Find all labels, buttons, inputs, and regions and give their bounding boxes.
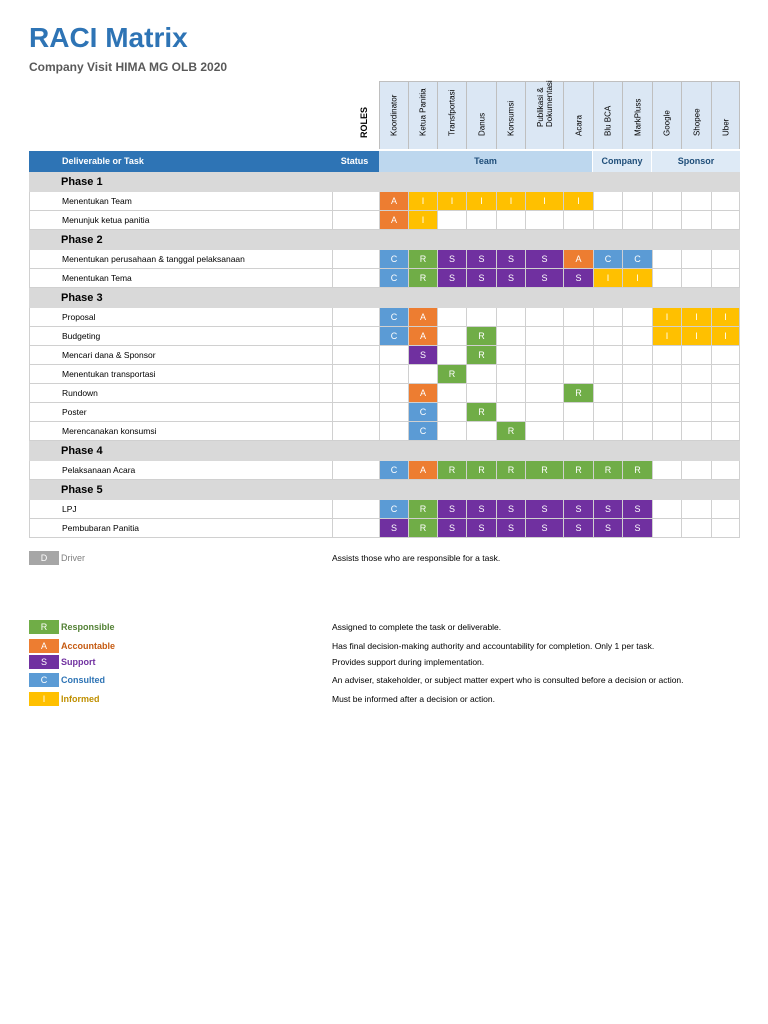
task-name: Merencanakan konsumsi (29, 422, 333, 440)
raci-cell (652, 365, 681, 383)
raci-cell (711, 519, 740, 537)
role-header (437, 81, 466, 149)
role-header (563, 81, 593, 149)
raci-cell: S (437, 500, 466, 518)
raci-cell: C (622, 250, 652, 268)
task-row (29, 422, 740, 441)
raci-cell (563, 346, 593, 364)
raci-cell (563, 422, 593, 440)
header-sponsor: Sponsor (652, 151, 740, 172)
raci-cell: A (408, 327, 437, 345)
header-task: Deliverable or Task (29, 151, 379, 172)
phase-header: Phase 2 (29, 230, 740, 250)
role-header (593, 81, 622, 149)
task-row (29, 500, 740, 519)
legend-badge: A (29, 639, 59, 653)
raci-cell (652, 422, 681, 440)
legend-item (29, 620, 749, 634)
raci-cell: S (496, 519, 525, 537)
raci-cell: S (408, 346, 437, 364)
raci-cell: S (525, 519, 563, 537)
raci-cell: R (437, 461, 466, 479)
role-header (681, 81, 711, 149)
role-header-label: Publikasi & Dokumentasi (535, 80, 554, 127)
raci-cell (681, 422, 711, 440)
legend-description: An adviser, stakeholder, or subject matter expert who is consulted before a decision or action. (332, 675, 684, 685)
raci-cell: I (622, 269, 652, 287)
task-name: LPJ (29, 500, 333, 518)
raci-cell: A (563, 250, 593, 268)
status-cell (332, 192, 379, 210)
raci-cell (681, 500, 711, 518)
raci-cell (525, 422, 563, 440)
raci-cell (408, 365, 437, 383)
task-row (29, 327, 740, 346)
raci-cell (593, 384, 622, 402)
raci-cell: C (379, 308, 408, 326)
task-name: Poster (29, 403, 333, 421)
task-row (29, 519, 740, 538)
raci-cell (681, 211, 711, 229)
raci-cell (593, 327, 622, 345)
raci-cell (681, 269, 711, 287)
task-row (29, 461, 740, 480)
legend-name: Accountable (61, 641, 116, 651)
raci-cell: R (593, 461, 622, 479)
legend-description: Must be informed after a decision or action. (332, 694, 495, 704)
raci-cell: S (593, 500, 622, 518)
raci-cell: A (379, 192, 408, 210)
legend-item (29, 655, 749, 669)
status-cell (332, 519, 379, 537)
raci-cell: I (593, 269, 622, 287)
role-header (652, 81, 681, 149)
raci-cell (711, 500, 740, 518)
legend-name: Consulted (61, 675, 105, 685)
status-cell (332, 365, 379, 383)
legend-item (29, 639, 749, 653)
raci-cell: I (711, 327, 740, 345)
raci-cell (593, 308, 622, 326)
raci-cell (525, 403, 563, 421)
raci-cell: S (466, 519, 496, 537)
task-row (29, 250, 740, 269)
status-cell (332, 250, 379, 268)
raci-cell: R (466, 346, 496, 364)
raci-cell (593, 422, 622, 440)
raci-cell: C (593, 250, 622, 268)
raci-cell: R (408, 519, 437, 537)
raci-cell: R (622, 461, 652, 479)
raci-cell: S (466, 500, 496, 518)
raci-cell: R (466, 327, 496, 345)
legend-name: Driver (61, 553, 85, 563)
raci-cell (652, 211, 681, 229)
task-name: Menentukan Tema (29, 269, 333, 287)
legend-name: Informed (61, 694, 100, 704)
phase-header: Phase 1 (29, 172, 740, 192)
role-header-label: Transfportasi (447, 89, 457, 136)
raci-cell (525, 384, 563, 402)
raci-cell (466, 308, 496, 326)
raci-cell: I (408, 192, 437, 210)
role-header-label: Acara (574, 115, 583, 136)
raci-cell (622, 403, 652, 421)
raci-cell: I (681, 327, 711, 345)
raci-cell (652, 384, 681, 402)
task-row (29, 346, 740, 365)
raci-cell (437, 403, 466, 421)
raci-cell (437, 211, 466, 229)
raci-cell (622, 308, 652, 326)
raci-cell: S (496, 250, 525, 268)
raci-cell (622, 384, 652, 402)
raci-cell: S (379, 519, 408, 537)
raci-cell: S (525, 250, 563, 268)
raci-cell: A (408, 384, 437, 402)
raci-cell: I (496, 192, 525, 210)
raci-cell (711, 365, 740, 383)
raci-cell (437, 422, 466, 440)
raci-cell: S (525, 500, 563, 518)
raci-cell: A (379, 211, 408, 229)
task-name: Pembubaran Panitia (29, 519, 333, 537)
legend-description: Has final decision-making authority and accountability for completion. Only 1 per task. (332, 641, 655, 651)
roles-label-text: ROLES (359, 106, 369, 138)
legend-item (29, 673, 749, 687)
raci-cell: I (563, 192, 593, 210)
role-header-label: Koordinator (389, 94, 399, 136)
role-header (408, 81, 437, 149)
phase-header: Phase 4 (29, 441, 740, 461)
raci-cell (622, 211, 652, 229)
task-name: Budgeting (29, 327, 333, 345)
raci-cell: S (437, 250, 466, 268)
legend-name: Support (61, 657, 96, 667)
raci-cell: I (681, 308, 711, 326)
status-cell (332, 346, 379, 364)
raci-cell: A (408, 308, 437, 326)
legend-badge: D (29, 551, 59, 565)
raci-cell: R (563, 384, 593, 402)
task-name: Proposal (29, 308, 333, 326)
raci-cell (622, 346, 652, 364)
raci-cell: C (408, 422, 437, 440)
raci-cell (379, 365, 408, 383)
raci-cell: S (622, 519, 652, 537)
raci-cell (711, 461, 740, 479)
legend-badge: I (29, 692, 59, 706)
raci-cell: I (525, 192, 563, 210)
raci-cell: R (496, 422, 525, 440)
raci-cell: R (466, 461, 496, 479)
raci-cell (525, 308, 563, 326)
header-company: Company (593, 151, 652, 172)
raci-cell (466, 211, 496, 229)
raci-cell (711, 422, 740, 440)
raci-cell: S (466, 269, 496, 287)
task-row (29, 211, 740, 230)
role-header (622, 81, 652, 149)
header-status: Status (340, 156, 369, 166)
raci-cell (563, 365, 593, 383)
raci-cell (681, 461, 711, 479)
raci-cell (652, 346, 681, 364)
raci-cell: R (466, 403, 496, 421)
raci-cell: R (563, 461, 593, 479)
raci-cell (466, 365, 496, 383)
task-name: Menentukan perusahaan & tanggal pelaksanaan (29, 250, 333, 268)
raci-cell: R (437, 365, 466, 383)
raci-cell: I (711, 308, 740, 326)
raci-cell (652, 192, 681, 210)
page-subtitle: Company Visit HIMA MG OLB 2020 (29, 60, 228, 74)
task-name: Menentukan Team (29, 192, 333, 210)
raci-cell (593, 403, 622, 421)
legend-name: Responsible (61, 622, 115, 632)
raci-cell: R (525, 461, 563, 479)
role-header-label: Konsumsi (506, 100, 516, 136)
raci-cell: S (593, 519, 622, 537)
raci-cell: I (652, 327, 681, 345)
raci-cell: A (408, 461, 437, 479)
task-name: Menentukan transportasi (29, 365, 333, 383)
raci-cell: C (379, 250, 408, 268)
raci-cell (525, 365, 563, 383)
raci-cell: C (379, 500, 408, 518)
status-cell (332, 422, 379, 440)
raci-cell (593, 365, 622, 383)
role-header-label: Shopee (692, 108, 701, 136)
raci-cell: C (379, 327, 408, 345)
raci-cell: I (466, 192, 496, 210)
raci-cell (379, 403, 408, 421)
raci-cell: R (408, 269, 437, 287)
raci-grid (29, 172, 740, 538)
raci-cell (681, 250, 711, 268)
raci-cell: I (652, 308, 681, 326)
raci-cell (563, 308, 593, 326)
legend-badge: R (29, 620, 59, 634)
status-cell (332, 500, 379, 518)
raci-cell (496, 346, 525, 364)
raci-cell (437, 327, 466, 345)
legend-description: Provides support during implementation. (332, 657, 485, 667)
legend-badge: C (29, 673, 59, 687)
task-row (29, 308, 740, 327)
raci-cell (525, 211, 563, 229)
raci-cell (496, 365, 525, 383)
raci-cell (593, 346, 622, 364)
raci-cell: C (379, 269, 408, 287)
raci-cell (711, 192, 740, 210)
page-title: RACI Matrix (29, 22, 188, 53)
header-team: Team (379, 151, 593, 172)
legend-description: Assigned to complete the task or deliverable. (332, 622, 502, 632)
legend-badge: S (29, 655, 59, 669)
raci-cell: C (408, 403, 437, 421)
raci-cell (622, 365, 652, 383)
raci-cell: R (496, 461, 525, 479)
raci-cell (652, 519, 681, 537)
raci-cell (622, 327, 652, 345)
phase-header: Phase 5 (29, 480, 740, 500)
legend-description: Assists those who are responsible for a task. (332, 553, 501, 563)
task-row (29, 269, 740, 288)
raci-cell: R (408, 500, 437, 518)
task-name: Pelaksanaan Acara (29, 461, 333, 479)
task-row (29, 192, 740, 211)
raci-cell (525, 327, 563, 345)
raci-cell: S (563, 519, 593, 537)
legend-item (29, 692, 749, 706)
raci-cell (593, 192, 622, 210)
raci-cell (652, 250, 681, 268)
raci-cell (496, 327, 525, 345)
raci-cell (681, 192, 711, 210)
task-row (29, 384, 740, 403)
raci-cell (379, 346, 408, 364)
raci-cell (437, 384, 466, 402)
status-cell (332, 308, 379, 326)
raci-cell (711, 211, 740, 229)
raci-cell (681, 346, 711, 364)
raci-cell (563, 211, 593, 229)
role-header (711, 81, 740, 149)
raci-cell (496, 403, 525, 421)
status-cell (332, 269, 379, 287)
task-row (29, 403, 740, 422)
raci-cell (681, 384, 711, 402)
raci-cell (652, 269, 681, 287)
raci-cell (711, 346, 740, 364)
raci-cell: S (496, 269, 525, 287)
raci-cell (681, 519, 711, 537)
raci-cell (563, 327, 593, 345)
raci-cell (652, 500, 681, 518)
raci-cell (622, 422, 652, 440)
raci-cell: I (408, 211, 437, 229)
raci-cell (681, 403, 711, 421)
role-header-label: Danus (477, 112, 486, 136)
raci-cell (711, 403, 740, 421)
raci-cell (711, 384, 740, 402)
status-cell (332, 403, 379, 421)
raci-cell (563, 403, 593, 421)
status-cell (332, 461, 379, 479)
status-cell (332, 384, 379, 402)
status-cell (332, 211, 379, 229)
status-cell (332, 327, 379, 345)
raci-cell (711, 269, 740, 287)
raci-cell (652, 461, 681, 479)
raci-cell: S (437, 519, 466, 537)
raci-cell (437, 308, 466, 326)
raci-cell: I (437, 192, 466, 210)
raci-cell: S (437, 269, 466, 287)
role-header-label: MarkPluss (633, 98, 642, 136)
task-row (29, 365, 740, 384)
raci-cell (379, 384, 408, 402)
raci-cell (379, 422, 408, 440)
role-header (525, 81, 563, 149)
raci-cell (593, 211, 622, 229)
roles-label (349, 78, 379, 148)
phase-header: Phase 3 (29, 288, 740, 308)
raci-cell (496, 211, 525, 229)
raci-cell: S (525, 269, 563, 287)
raci-cell: S (563, 269, 593, 287)
raci-cell (652, 403, 681, 421)
role-header (379, 81, 408, 149)
raci-cell: S (466, 250, 496, 268)
raci-cell (437, 346, 466, 364)
raci-cell: S (622, 500, 652, 518)
raci-cell: S (496, 500, 525, 518)
role-header (496, 81, 525, 149)
role-header-label: Uber (721, 118, 730, 136)
raci-cell: S (563, 500, 593, 518)
role-header (466, 81, 496, 149)
role-header-label: Ketua Panitia (418, 88, 428, 136)
raci-cell (496, 308, 525, 326)
task-name: Rundown (29, 384, 333, 402)
task-name: Menunjuk ketua panitia (29, 211, 333, 229)
raci-cell (466, 422, 496, 440)
raci-cell (711, 250, 740, 268)
raci-cell (466, 384, 496, 402)
role-header-label: Google (662, 110, 672, 136)
raci-cell: R (408, 250, 437, 268)
raci-cell (622, 192, 652, 210)
raci-cell (681, 365, 711, 383)
legend-item (29, 551, 749, 565)
role-header-label: Blu BCA (603, 105, 613, 136)
task-name: Mencari dana & Sponsor (29, 346, 333, 364)
raci-cell: C (379, 461, 408, 479)
raci-cell (525, 346, 563, 364)
raci-cell (496, 384, 525, 402)
